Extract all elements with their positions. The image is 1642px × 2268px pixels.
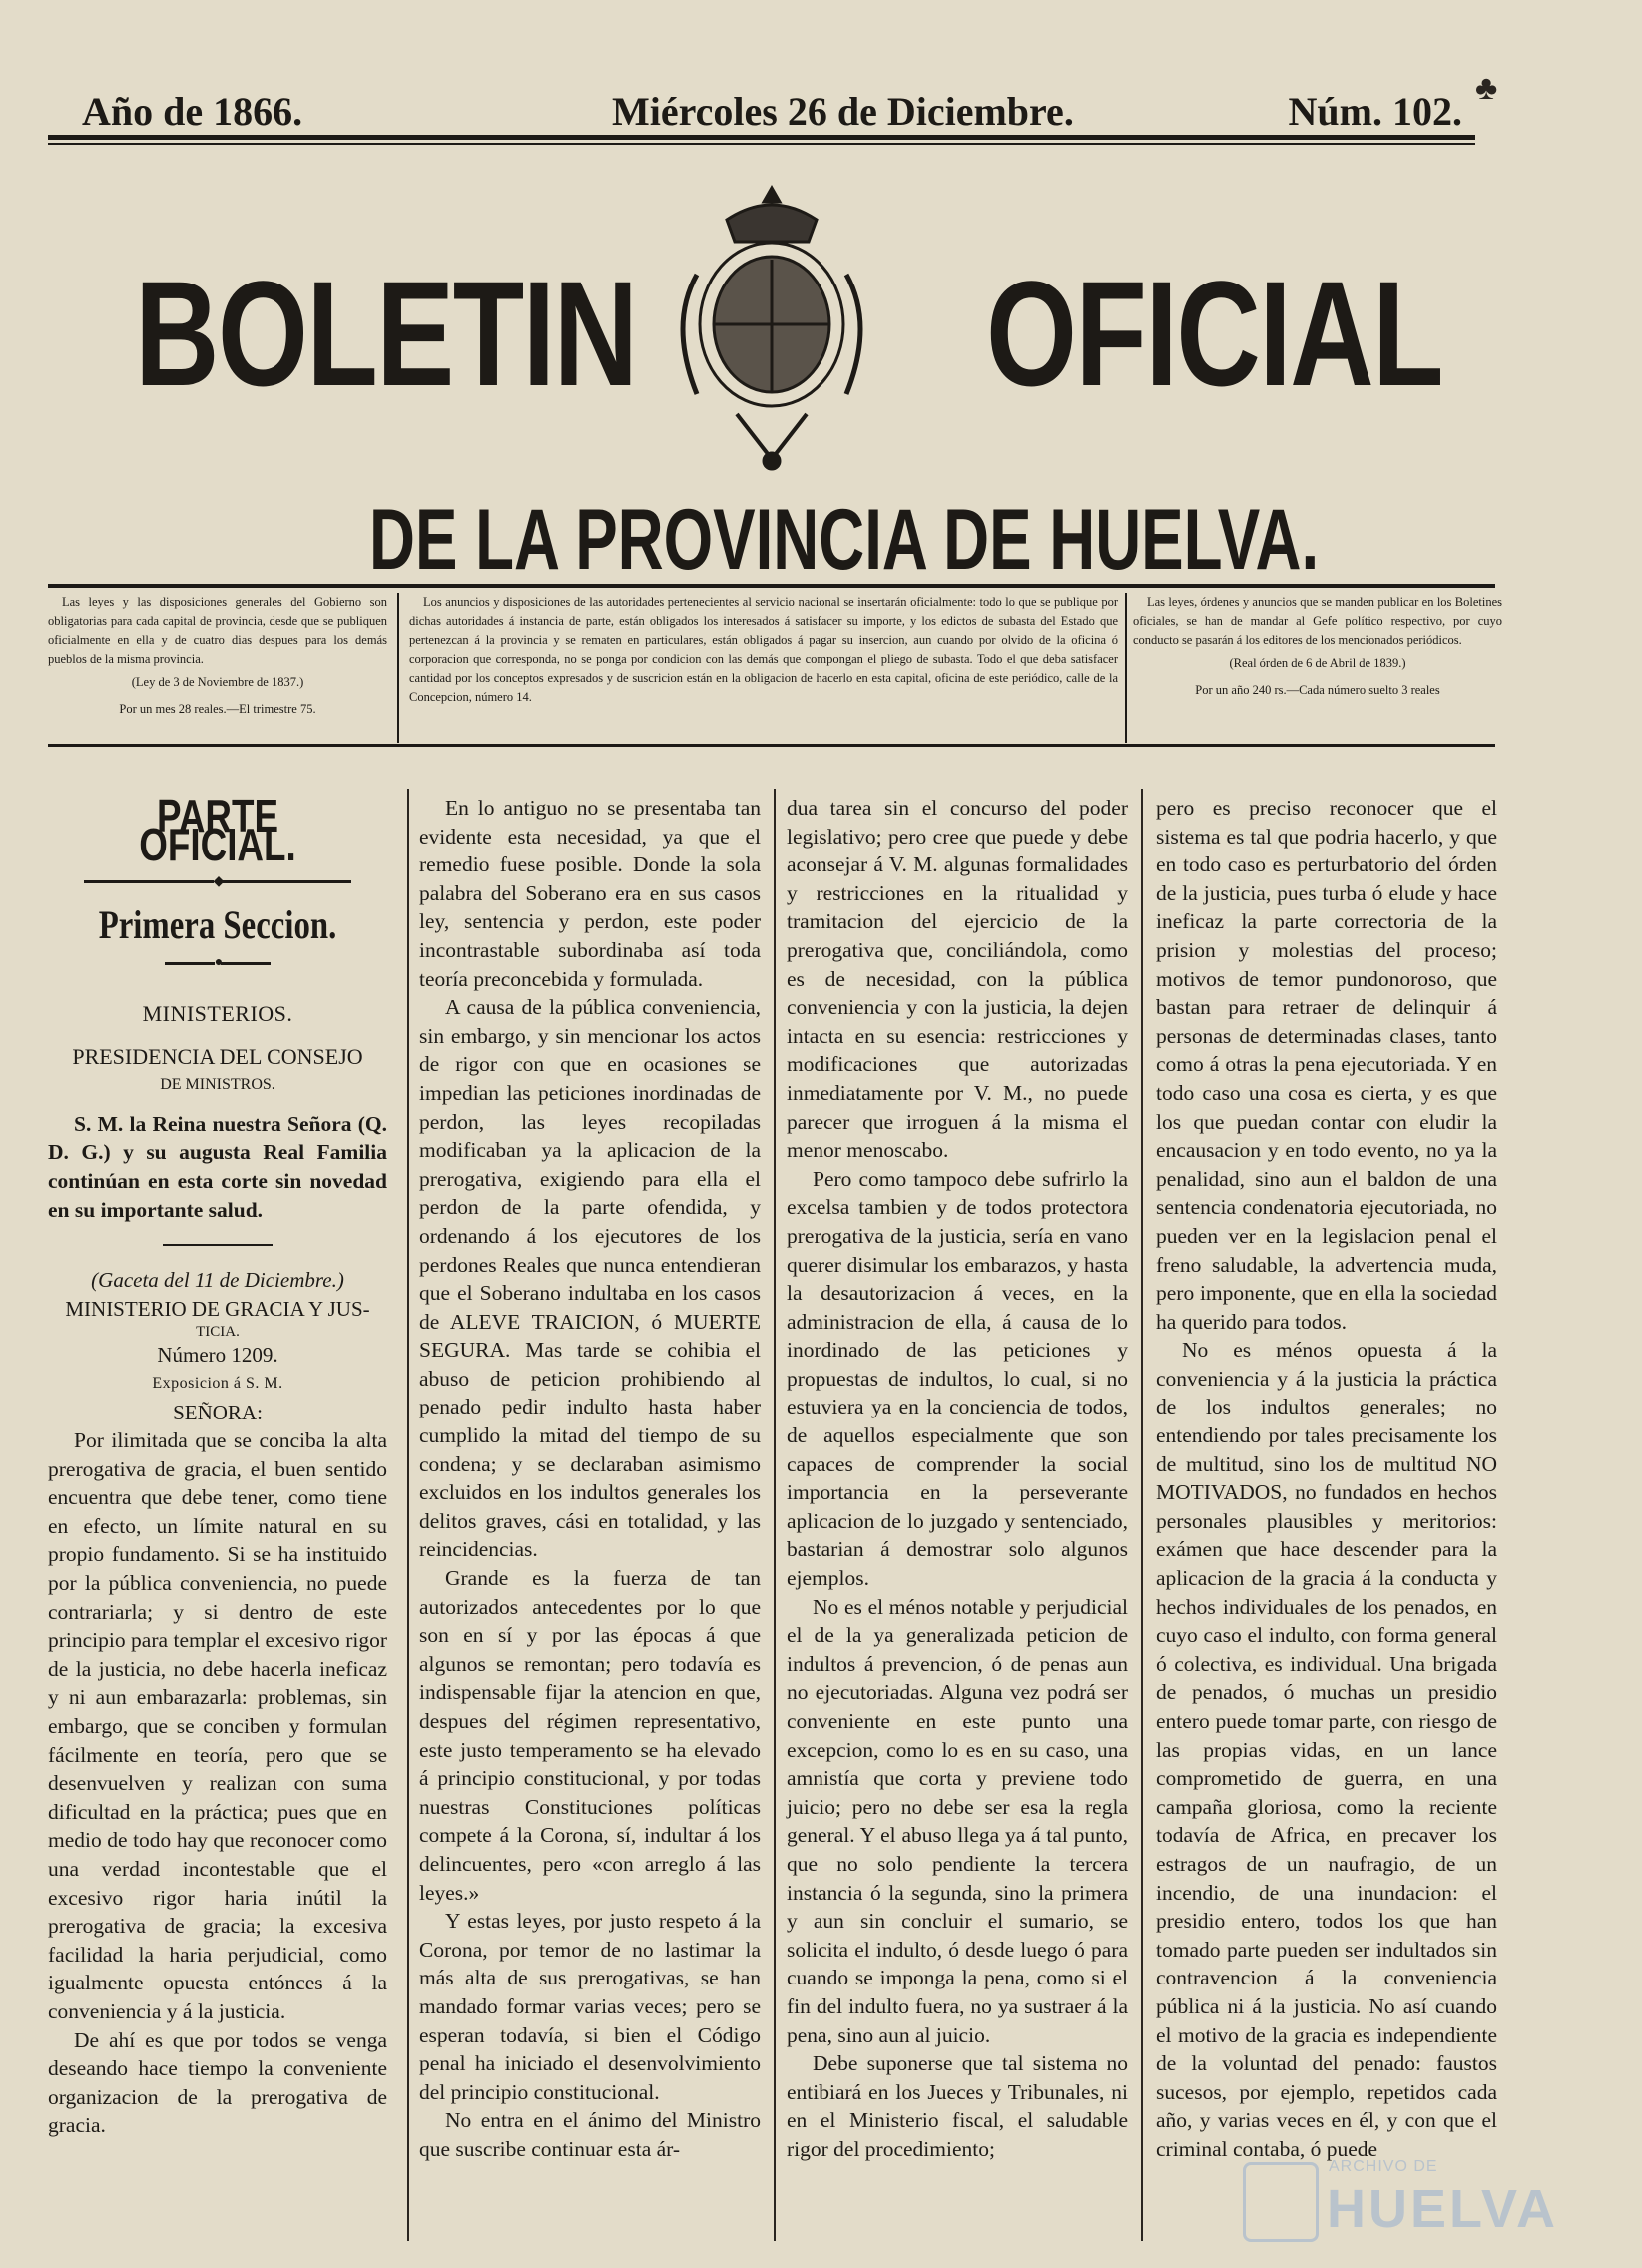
ministries-heading: MINISTERIOS. bbox=[142, 1000, 293, 1026]
paragraph: De ahí es que por todos se venga deseando hace tiempo la conveniente organizacion de la prerogativa de gracia. bbox=[48, 2027, 387, 2138]
section-title: PARTE OFICIAL. bbox=[139, 790, 296, 870]
notice-divider bbox=[1125, 593, 1127, 743]
short-divider bbox=[163, 1244, 273, 1246]
paragraph: No entra en el ánimo del Ministro que suscribe continuar esta ár- bbox=[419, 2108, 761, 2161]
masthead-subtitle: DE LA PROVINCIA DE HUELVA. bbox=[369, 492, 1320, 588]
notice-right-price: Por un año 240 rs.—Cada número suelto 3 reales bbox=[1195, 683, 1440, 697]
notice-center-text: Los anuncios y disposiciones de las autoridades pertenecientes al servicio nacional se insertarán oficialmente: todo lo que se publique por dichas autoridades á instancia de parte, están obligados los interesados á satisfacer su importe, y los edictos de subasta del Estado que pertenezcan á la provincia y se rematen en particulares, están obligados á pagar su insercion, aun cuando por olvido de la oficina ó corporacion que corresponda, no se ponga por condicion con las demás que compongan el pliego de subasta. Todo el que deba satisfacer cantidad por los conceptos expresados y de suscricion están en la obligacion de hacerlo en esta capital, oficina de este periódico, calle de la Concepcion, número 14. bbox=[409, 595, 1118, 704]
column-rule bbox=[407, 789, 409, 2241]
watermark-big-text: HUELVA bbox=[1327, 2179, 1558, 2239]
club-ornament-icon: ♣ bbox=[1475, 70, 1498, 107]
paragraph: No es ménos opuesta á la conveniencia y á la justicia la práctica de los indultos generales; no entendiendo por tales precisamente los de multitud, sino los de multitud NO MOTIVADOS, no fundados en hechos personales plausibles y meritorios: exámen que hace descender para la aplicacion de la gracia á la conducta y hechos individuales de los penados, en cuyo caso el indulto, con forma general ó colectiva, es individual. Una brigada de penados, ó muchas un presidio entero puede tomar parte, con riesgo de las propias vidas, en un lance comprometido de guerra, en una campaña gloriosa, como la reciente todavía de Africa, en precaver los estragos de un naufragio, de un incendio, de una inundacion: el presidio entero, todos los que han tomado parte pueden ser indultados sin contravencion á la conveniencia pública ni á la justicia. No así cuando el motivo de la gracia es independiente de la voluntad del penado: faustos sucesos, por ejemplo, repetidos cada año, y varias veces en él, y con que el criminal contaba, ó puede bbox=[1156, 1338, 1497, 2161]
notice-left-price: Por un mes 28 reales.—El trimestre 75. bbox=[119, 702, 316, 716]
ministry-heading-sub: TICIA. bbox=[196, 1324, 240, 1341]
notice-divider bbox=[397, 593, 399, 743]
archive-logo-icon bbox=[1243, 2162, 1319, 2242]
paragraph: pero es preciso reconocer que el sistema es tal que podria hacerlo, y que en todo caso es perturbatorio del órden de la justicia, pues turba ó elude y hace ineficaz la parte correctoria de la prision y molestias del proceso; motivos de temor pundonoroso, que bastan para retraer de delinquir á personas de determinadas clases, tanto como á otras la pena ejecutoriada. Y en todo caso una cosa es cierta, y es que los que puedan contar con eludir la encausacion y en todo evento, no ya la penalidad, sino aun el baldon de una sentencia condenatoria ejecutoriada, no pueden ver en la legislacion penal el freno saludable, la advertencia muda, pero imponente, que en ella la sociedad ha querido para todos. bbox=[1156, 796, 1497, 1334]
issue-number: Núm. 102. bbox=[1288, 89, 1462, 134]
notice-left bbox=[48, 593, 387, 741]
notice-left-citation: (Ley de 3 de Noviembre de 1837.) bbox=[131, 675, 304, 689]
paragraph: Pero como tampoco debe sufrirlo la excelsa tambien y de todos protectora prerogativa de la justicia, sería en vano querer disimular los embarazos, y hasta la desautorizacion á veces, en la administracion de ella, á causa de lo inordinado de las peticiones y propuestas de indultos, lo cual, si no estuviera ya en la conciencia de todos, de aquellos especialmente que son capaces de comprender la social importancia en la perseverante aplicacion de lo juzgado y sentenciado, bastarian á demostrar solo algunos ejemplos. bbox=[787, 1166, 1128, 1591]
notice-right bbox=[1133, 593, 1502, 741]
ornament-divider: ● bbox=[48, 949, 387, 978]
exposicion-heading: Exposicion á S. M. bbox=[152, 1374, 283, 1392]
presidency-subheading: DE MINISTROS. bbox=[160, 1076, 275, 1094]
ornament-divider: ◆ bbox=[48, 868, 387, 897]
column-2 bbox=[419, 794, 761, 2164]
notice-left-text: Las leyes y las disposiciones generales del Gobierno son obligatorias para cada capital de provincia, desde que se publiquen oficialmente en ella y de cuatro dias despues para los demás pueblos de la misma provincia. bbox=[48, 595, 387, 666]
salutation: SEÑORA: bbox=[173, 1400, 263, 1424]
watermark-small-text: ARCHIVO DE bbox=[1329, 2158, 1438, 2175]
header-rule bbox=[48, 135, 1475, 145]
coat-of-arms-icon bbox=[667, 180, 876, 479]
issue-date: Miércoles 26 de Diciembre. bbox=[612, 89, 1074, 134]
paragraph: dua tarea sin el concurso del poder legislativo; pero cree que puede y debe aconsejar á V. M. algunas formalidades y restricciones en la ritualidad y tramitacion del ejercicio de la prerogativa que, conciliándola, como es de necesidad, con la pública conveniencia y con la justicia, la dejen intacta en su esencia: restricciones y modificaciones que autorizadas inmediatamente por V. M., no puede parecer que irroguen á la misma el menor menoscabo. bbox=[787, 796, 1128, 1163]
decree-number: Número 1209. bbox=[157, 1343, 278, 1368]
column-rule bbox=[1141, 789, 1143, 2241]
column-3 bbox=[787, 794, 1128, 2164]
gaceta-reference: (Gaceta del 11 de Diciembre.) bbox=[91, 1268, 344, 1293]
ministry-heading-text: MINISTERIO DE GRACIA Y JUS- bbox=[65, 1296, 370, 1321]
paragraph: No es el ménos notable y perjudicial el de la ya generalizada peticion de indultos á prevencion, ó de penas aun no ejecutoriadas. Alguna vez podrá ser conveniente en este punto una excepcion, como lo es en su caso, una amnistía que corta y previene todo juicio; pero no debe ser esa la regla general. Y el abuso llega ya á tal punto, que no solo pendiente la tercera instancia ó la segunda, sino la primera y aun sin concluir el sumario, se solicita el indulto, ó desde luego ó para cuando se imponga la pena, como si el fin del indulto fuera, no ya sustraer á la pena, sino aun al juicio. bbox=[787, 1594, 1128, 2047]
issue-year: Año de 1866. bbox=[82, 89, 303, 134]
paragraph: A causa de la pública conveniencia, sin embargo, y sin mencionar los actos de rigor con que en ocasiones se impedian las peticiones inordinadas de perdon, las leyes recopiladas modificaban ya la aplicacion de la prerogativa, exigiendo para ella el perdon de la parte ofendida, y ordenando á los ejecutores de los perdones Reales que nunca entendieran que el Soberano indultaba en los casos de ALEVE TRAICION, ó MUERTE SEGURA. Mas tarde se cohibia el abuso de peticion prohibiendo al penado pedir indulto hasta haber cumplido la mitad del tiempo de su condena; y se declaraban asimismo excluidos en los indultos generales los delitos graves, cási en totalidad, y las reincidencias. bbox=[419, 995, 761, 1562]
presidency-heading: PRESIDENCIA DEL CONSEJO bbox=[72, 1043, 363, 1069]
paragraph: Y estas leyes, por justo respeto á la Corona, por temor de no lastimar la más alta de sus prerogativas, se han mandado formar varias veces; pero se esperan todavía, si bien el Código penal ha iniciado el desenvolvimiento del principio constitucional. bbox=[419, 1909, 761, 2104]
paragraph: Por ilimitada que se conciba la alta prerogativa de gracia, el buen sentido encuentra que debe tener, como tiene en efecto, un límite natural en su propio fundamento. Si se ha instituido por la pública conveniencia, no puede contrariarla; y si dentro de este principio para templar el excesivo rigor de la justicia, no debe hacerla ineficaz y ni aun embarazarla: problemas, sin embargo, que se conciben y formulan fácilmente en teoría, pero que se desenvuelven y realizan con suma dificultad en la práctica; pues que en medio de todo hay que reconocer como una verdad incontestable que el excesivo rigor haria inútil la prerogativa de gracia; la excesiva facilidad la haria perjudicial, como igualmente opuesta entónces á la conveniencia y á la justicia. bbox=[48, 1428, 387, 2023]
royal-note: S. M. la Reina nuestra Señora (Q. D. G.) y su augusta Real Familia continúan en esta corte sin novedad en su importante salud. bbox=[48, 1111, 387, 1222]
ministry-heading bbox=[48, 1295, 387, 1342]
masthead-word-left: BOLETIN bbox=[135, 250, 637, 417]
column-rule bbox=[774, 789, 776, 2241]
notice-rule bbox=[48, 744, 1495, 747]
notice-right-citation: (Real órden de 6 de Abril de 1839.) bbox=[1229, 656, 1406, 670]
paragraph: En lo antiguo no se presentaba tan evidente esta necesidad, ya que el remedio fuese posible. Donde la sola palabra del Soberano era en sus casos ley, sentencia y perdon, este poder incontrastable subordinaba así toda teoría preconcebida y formulada. bbox=[419, 796, 761, 991]
notice-center bbox=[409, 593, 1118, 741]
subsection-title: Primera Seccion. bbox=[98, 901, 337, 947]
notice-right-text: Las leyes, órdenes y anuncios que se manden publicar en los Boletines oficiales, se han de mandar al Gefe político respectivo, por cuyo conducto se pasarán á los editores de los mencionados periódicos. bbox=[1133, 595, 1502, 647]
column-4 bbox=[1156, 794, 1497, 2164]
masthead-rule bbox=[48, 584, 1495, 588]
archive-watermark bbox=[1243, 2156, 1572, 2242]
column-1 bbox=[48, 790, 387, 2140]
masthead-word-right: OFICIAL bbox=[986, 250, 1443, 417]
paragraph: Debe suponerse que tal sistema no entibiará en los Jueces y Tribunales, ni en el Ministerio fiscal, el saludable rigor del procedimiento; bbox=[787, 2051, 1128, 2161]
paragraph: Grande es la fuerza de tan autorizados antecedentes por lo que son en sí y por las épocas á que algunos se remontan; pero todavía es indispensable fijar la atencion en que, despues del régimen representativo, este justo temperamento se ha elevado á principio constitucional, y por todas nuestras Constituciones políticas compete á la Corona, sí, indultar á los delincuentes, pero «con arreglo á las leyes.» bbox=[419, 1566, 761, 1905]
